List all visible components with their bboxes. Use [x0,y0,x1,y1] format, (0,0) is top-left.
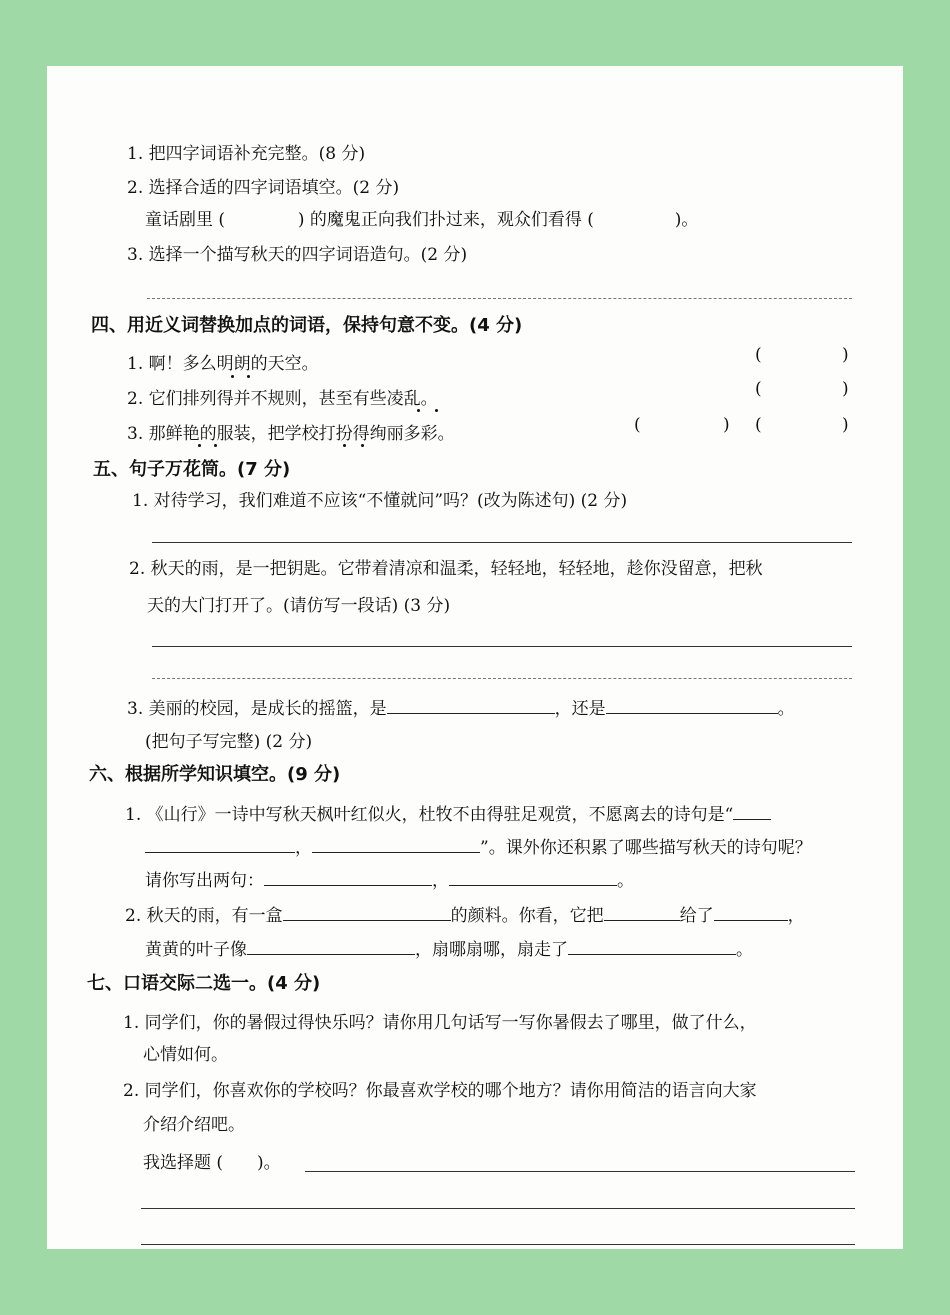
answer-line[interactable] [141,1244,855,1245]
part5-title: 五、句子万花筒。(7 分) [93,459,291,480]
answer-blank[interactable] [714,904,788,921]
part7-q1-line2: 心情如何。 [143,1045,228,1065]
part5-q3-note: (把句子写完整) (2 分) [145,732,313,752]
answer-line[interactable] [152,542,852,543]
answer-blank[interactable] [604,904,680,921]
part3-q3: 3. 选择一个描写秋天的四字词语造句。(2 分) [127,245,468,265]
answer-blank[interactable] [145,836,295,853]
answer-line[interactable] [147,298,852,299]
part7-q2-line1: 2. 同学们，你喜欢你的学校吗？你最喜欢学校的哪个地方？请你用简洁的语言向大家 [123,1081,757,1101]
emphasis-dot [361,444,364,447]
answer-blank[interactable] [387,697,555,714]
paren-close: ) [842,415,849,435]
emphasis-dot [231,375,234,378]
part6-q1-line3: 请你写出两句： ， 。 [145,871,634,891]
emphasis-dot [198,444,201,447]
answer-blank[interactable] [312,836,480,853]
answer-line[interactable] [152,678,852,679]
part4-title: 四、用近义词替换加点的词语，保持句意不变。(4 分) [91,315,523,336]
part3-q2: 2. 选择合适的四字词语填空。(2 分) [127,178,400,198]
answer-blank[interactable] [247,938,415,955]
part6-q2-line1: 2. 秋天的雨，有一盒 的颜料。你看，它把 给了 ， [125,906,805,926]
part6-q2-line2: 黄黄的叶子像 ，扇哪扇哪，扇走了 。 [145,940,753,960]
part7-title: 七、口语交际二选一。(4 分) [87,973,321,994]
part4-q1: 1. 啊！多么明朗的天空。 [127,354,319,374]
part6-title: 六、根据所学知识填空。(9 分) [89,764,341,785]
part5-q2-line2: 天的大门打开了。(请仿写一段话) (3 分) [147,596,451,616]
answer-blank[interactable] [283,904,451,921]
part5-q2-line1: 2. 秋天的雨，是一把钥匙。它带着清凉和温柔，轻轻地，轻轻地，趁你没留意，把秋 [129,559,763,579]
part3-q2-sentence: 童话剧里 ( ) 的魔鬼正向我们扑过来，观众们看得 ( )。 [145,210,699,230]
part4-q3: 3. 那鲜艳的服装，把学校打扮得绚丽多彩。 [127,424,455,444]
part4-q2: 2. 它们排列得并不规则，甚至有些凌乱。 [127,389,438,409]
emphasis-dot [247,375,250,378]
part7-q2-line2: 介绍介绍吧。 [143,1115,245,1135]
answer-line[interactable] [141,1208,855,1209]
part3-q1: 1. 把四字词语补充完整。(8 分) [127,144,366,164]
part5-q3: 3. 美丽的校园，是成长的摇篮，是 ，还是 。 [127,699,795,719]
part6-q1-line2: ， ”。课外你还积累了哪些描写秋天的诗句呢？ [145,836,812,859]
answer-blank[interactable] [733,803,771,820]
paren-open: ( [634,415,641,435]
worksheet-page [47,66,903,1249]
paren-close: ) [842,379,849,399]
paren-open: ( [755,345,762,365]
answer-line[interactable] [152,646,852,647]
part5-q1: 1. 对待学习，我们难道不应该“不懂就问”吗？(改为陈述句) (2 分) [132,491,628,511]
answer-blank[interactable] [606,697,778,714]
answer-blank[interactable] [264,869,432,886]
part6-q1-line1: 1. 《山行》一诗中写秋天枫叶红似火，杜牧不由得驻足观赏，不愿离去的诗句是“ [125,803,771,826]
emphasis-dot [417,409,420,412]
emphasis-dot [214,444,217,447]
paren-close: ) [723,415,730,435]
part7-q1-line1: 1. 同学们，你的暑假过得快乐吗？请你用几句话写一写你暑假去了哪里，做了什么， [123,1013,757,1033]
paren-open: ( [755,379,762,399]
emphasis-dot [435,409,438,412]
emphasis-dot [343,444,346,447]
answer-line[interactable] [305,1171,855,1172]
part7-choose: 我选择题 ( )。 [143,1153,281,1173]
paren-open: ( [755,415,762,435]
answer-blank[interactable] [449,869,617,886]
paren-close: ) [842,345,849,365]
answer-blank[interactable] [568,938,736,955]
